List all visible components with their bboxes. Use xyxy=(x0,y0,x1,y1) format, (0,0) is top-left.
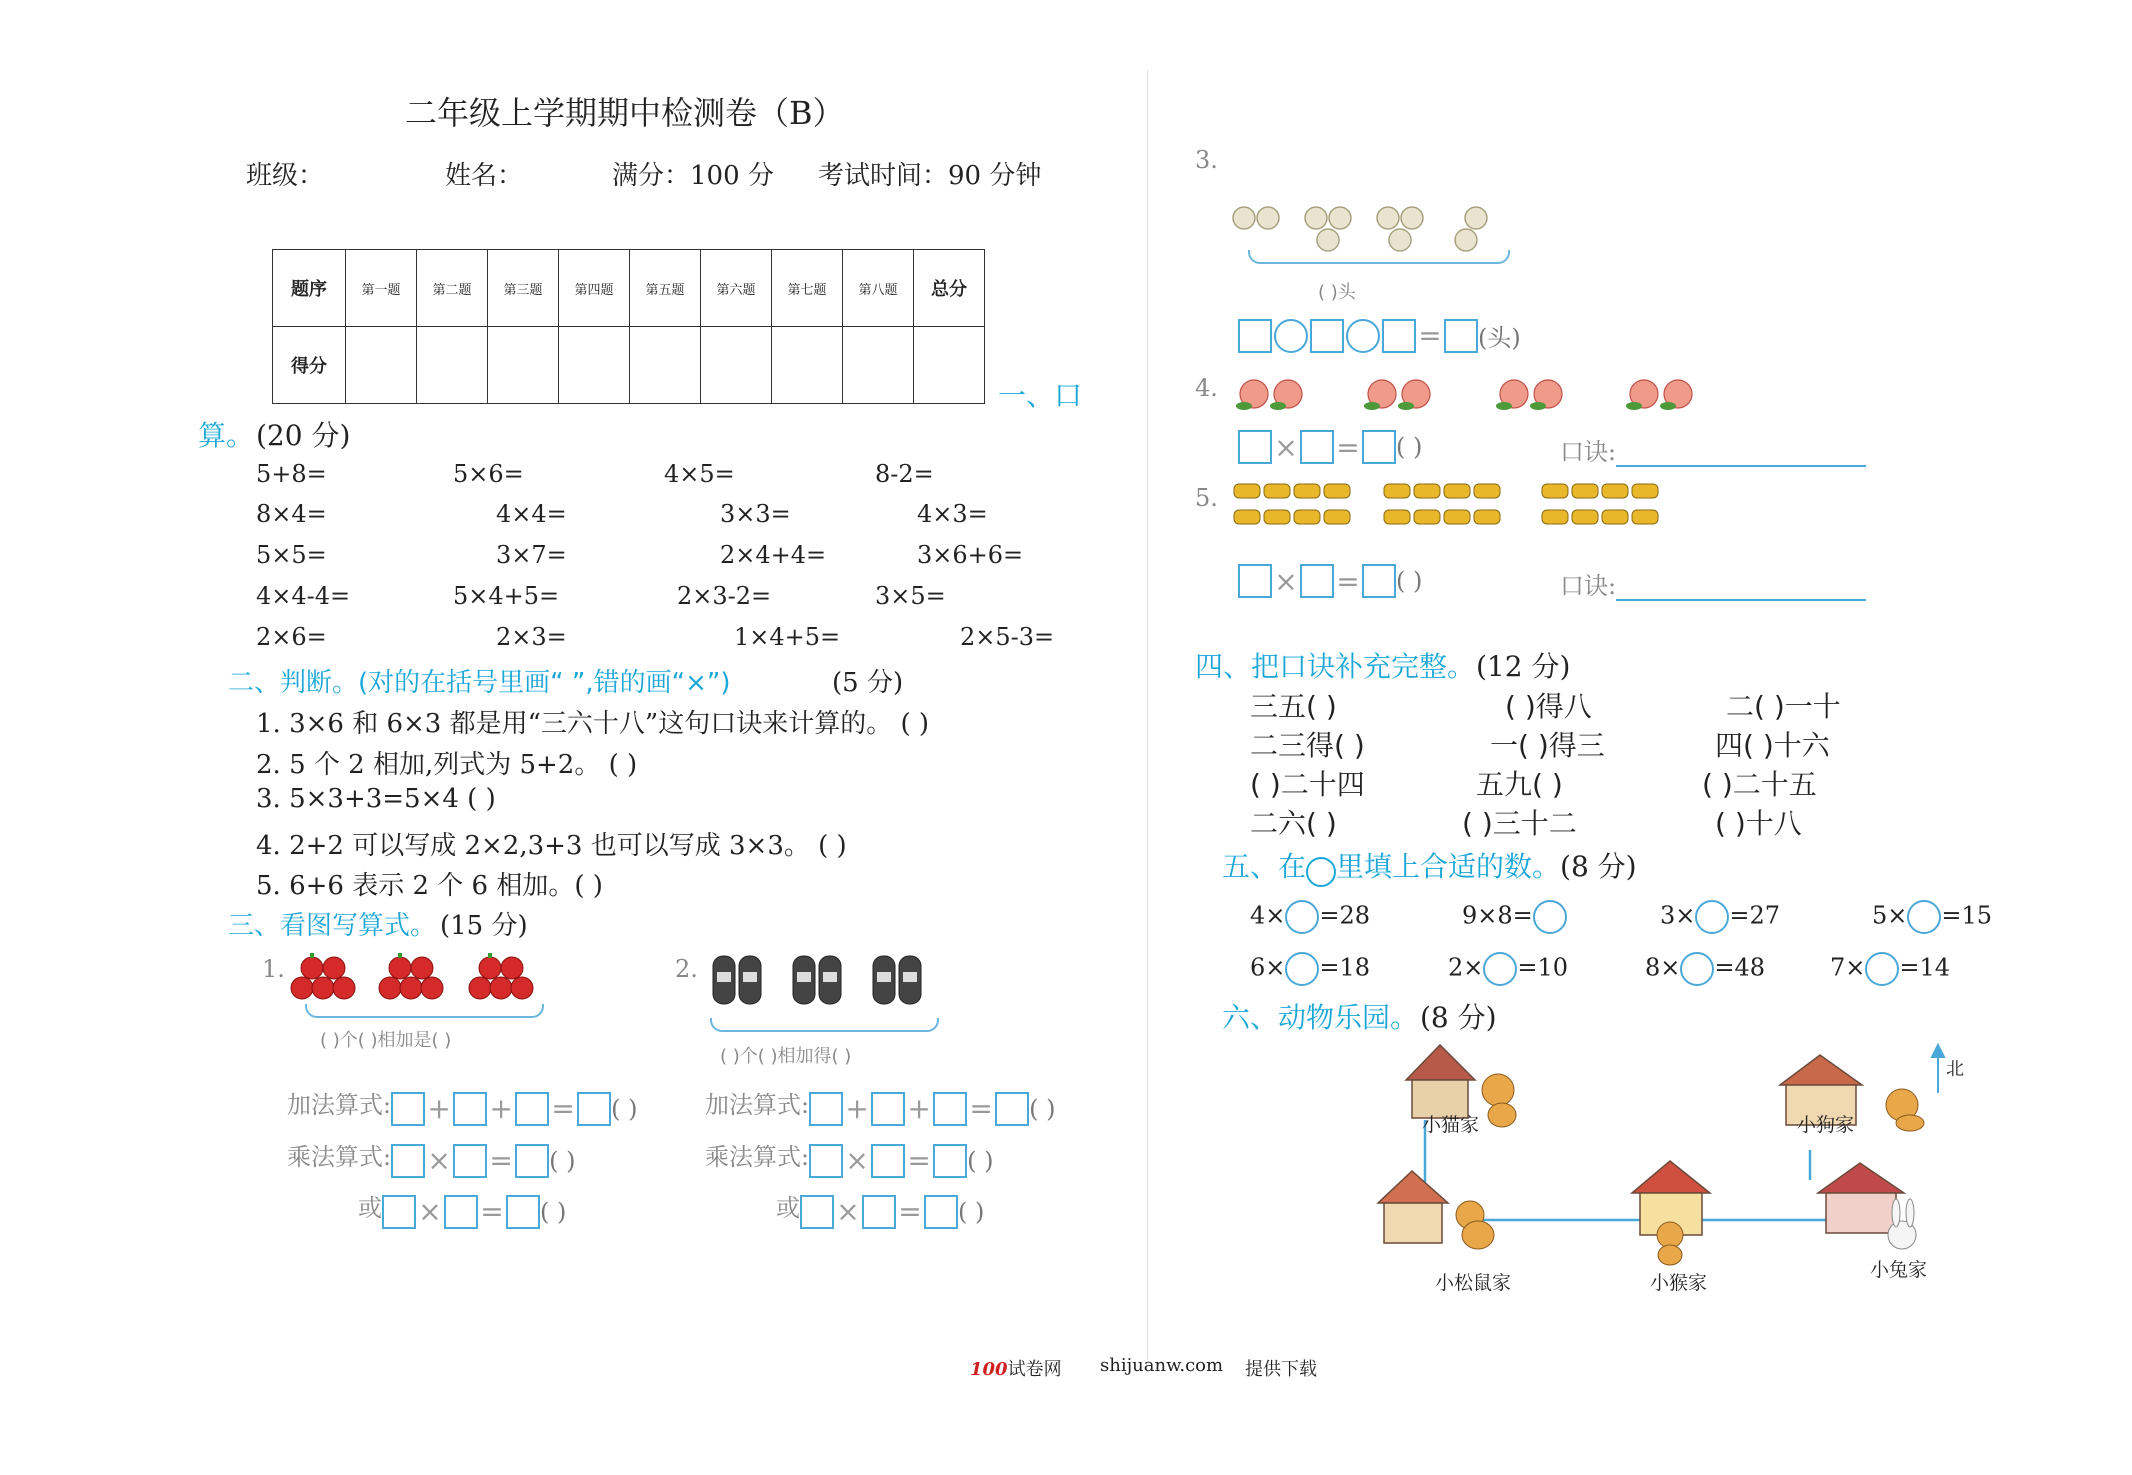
koujue-item: ( )二十四 xyxy=(1250,768,1365,801)
footer-note: 提供下载 xyxy=(1245,1359,1317,1380)
answer-box[interactable] xyxy=(453,1144,487,1178)
answer-box[interactable] xyxy=(1444,319,1478,353)
sec6-points: (8 分) xyxy=(1420,1001,1497,1034)
calc-item: 2×5-3= xyxy=(960,623,1055,651)
brand-number: 100 xyxy=(970,1359,1008,1380)
koujue-item: 四( )十六 xyxy=(1715,729,1830,762)
answer-circle[interactable] xyxy=(1533,900,1567,934)
sec4-heading: 四、把口诀补充完整。 xyxy=(1195,650,1476,683)
koujue-answer-line[interactable] xyxy=(1616,437,1866,467)
operator-circle[interactable] xyxy=(1346,319,1380,353)
sec1-heading-b: 算。 xyxy=(198,419,255,452)
col-6: 第六题 xyxy=(701,250,772,327)
answer-box[interactable] xyxy=(1382,319,1416,353)
unit-paren[interactable]: ( ) xyxy=(967,1146,994,1175)
score-cell[interactable] xyxy=(488,327,559,404)
answer-circle[interactable] xyxy=(1695,900,1729,934)
pic3-caption: ( )头 xyxy=(1318,282,1356,303)
judge-item-3: 3. 5×3+3=5×4 ( ) xyxy=(256,784,496,814)
answer-box[interactable] xyxy=(506,1195,540,1229)
calc-item: 5×6= xyxy=(453,460,524,488)
plus-sign: + xyxy=(845,1092,869,1125)
calc-item: 3×6+6= xyxy=(917,541,1024,569)
car-groups-image xyxy=(1232,478,1672,550)
or-label: 或 xyxy=(776,1194,800,1222)
koujue-item: 五九( ) xyxy=(1476,768,1563,801)
score-cell[interactable] xyxy=(417,327,488,404)
plus-sign: + xyxy=(427,1092,451,1125)
add-label: 加法算式: xyxy=(705,1091,810,1119)
pic3-brace xyxy=(1248,250,1510,264)
koujue-item: 二六( ) xyxy=(1250,807,1337,840)
calc-item: 5+8= xyxy=(256,460,327,488)
mul-label: 乘法算式: xyxy=(705,1143,810,1171)
koujue-item: 二( )一十 xyxy=(1726,690,1841,723)
times-sign: × xyxy=(1274,430,1298,464)
calc-item: 8×4= xyxy=(256,500,327,528)
unit-paren[interactable]: ( ) xyxy=(540,1197,567,1226)
answer-box[interactable] xyxy=(862,1195,896,1229)
answer-box[interactable] xyxy=(871,1092,905,1126)
equals-sign: = xyxy=(1336,430,1360,464)
col-1: 第一题 xyxy=(346,250,417,327)
answer-box[interactable] xyxy=(1238,319,1272,353)
mul-label: 乘法算式: xyxy=(287,1143,392,1171)
times-sign: × xyxy=(836,1195,860,1228)
fill-right: =15 xyxy=(1941,901,1993,930)
score-cell[interactable] xyxy=(559,327,630,404)
home-dog: 小狗家 xyxy=(1797,1114,1855,1136)
answer-box[interactable] xyxy=(871,1144,905,1178)
add-label: 加法算式: xyxy=(287,1091,392,1119)
unit-paren[interactable]: ( ) xyxy=(1396,567,1423,595)
equals-sign: = xyxy=(969,1092,993,1125)
score-cell[interactable] xyxy=(914,327,985,404)
answer-circle[interactable] xyxy=(1907,900,1941,934)
pic4-number: 4. xyxy=(1195,374,1218,402)
col-4: 第四题 xyxy=(559,250,630,327)
unit-paren[interactable]: ( ) xyxy=(1396,433,1423,461)
calc-item: 3×5= xyxy=(875,582,946,610)
sec2-points: (5 分) xyxy=(832,668,904,698)
answer-box[interactable] xyxy=(444,1195,478,1229)
times-sign: × xyxy=(418,1195,442,1228)
answer-box[interactable] xyxy=(391,1092,425,1126)
pic5-koujue xyxy=(1560,566,1866,601)
fill-item xyxy=(1250,900,1370,934)
answer-box[interactable] xyxy=(809,1092,843,1126)
koujue-label: 口诀: xyxy=(1560,438,1617,466)
answer-box[interactable] xyxy=(1362,430,1396,464)
pic2-mul-equation-alt xyxy=(776,1188,984,1229)
equals-sign: = xyxy=(489,1144,513,1177)
fill-right: =48 xyxy=(1714,953,1766,982)
koujue-item: ( )三十二 xyxy=(1462,807,1577,840)
answer-circle[interactable] xyxy=(1680,952,1714,986)
answer-box[interactable] xyxy=(453,1092,487,1126)
fill-item xyxy=(1660,900,1780,934)
fill-left: 6× xyxy=(1250,953,1286,982)
score-cell[interactable] xyxy=(772,327,843,404)
answer-box[interactable] xyxy=(1310,319,1344,353)
pic1-number: 1. xyxy=(262,955,285,983)
sec5-points: (8 分) xyxy=(1560,850,1637,883)
koujue-item: 一( )得三 xyxy=(1490,729,1605,762)
calc-item: 2×4+4= xyxy=(720,541,827,569)
judge-item-4: 4. 2+2 可以写成 2×2,3+3 也可以写成 3×3。 ( ) xyxy=(256,831,847,861)
fill-item xyxy=(1872,900,1992,934)
pic1-mul-equation xyxy=(287,1137,575,1178)
pic3-number: 3. xyxy=(1195,146,1218,174)
home-cat: 小猫家 xyxy=(1422,1114,1480,1136)
footer-site[interactable]: shijuanw.com xyxy=(1100,1355,1224,1376)
answer-box[interactable] xyxy=(924,1195,958,1229)
fill-left: 9×8= xyxy=(1462,901,1533,930)
answer-circle[interactable] xyxy=(1483,952,1517,986)
name-label: 姓名： xyxy=(445,161,524,191)
pic5-number: 5. xyxy=(1195,484,1218,512)
fill-item xyxy=(1830,952,1950,986)
equals-sign: = xyxy=(1336,564,1360,598)
footer-brand xyxy=(970,1355,1062,1381)
answer-box[interactable] xyxy=(382,1195,416,1229)
judge-item-5: 5. 6+6 表示 2 个 6 相加。( ) xyxy=(256,871,603,901)
koujue-item: 三五( ) xyxy=(1250,690,1337,723)
pic1-brace xyxy=(305,1004,544,1018)
calc-item: 2×6= xyxy=(256,623,327,651)
fill-right: =18 xyxy=(1319,953,1371,982)
answer-box[interactable] xyxy=(391,1144,425,1178)
fill-left: 3× xyxy=(1660,901,1696,930)
home-monkey: 小猴家 xyxy=(1650,1272,1708,1294)
fill-right: =14 xyxy=(1899,953,1951,982)
answer-box[interactable] xyxy=(995,1092,1029,1126)
times-sign: × xyxy=(1274,564,1298,598)
pic4-equation xyxy=(1238,430,1422,464)
row-label-order: 题序 xyxy=(273,250,346,327)
exam-time: 考试时间：90 分钟 xyxy=(818,161,1042,191)
score-cell[interactable] xyxy=(630,327,701,404)
col-5: 第五题 xyxy=(630,250,701,327)
answer-box[interactable] xyxy=(1300,430,1334,464)
sec5-heading xyxy=(1222,845,1637,887)
fill-right: =27 xyxy=(1729,901,1781,930)
fill-left: 4× xyxy=(1250,901,1286,930)
answer-box[interactable] xyxy=(515,1092,549,1126)
calc-item: 5×4+5= xyxy=(453,582,560,610)
sec2-heading: 二、判断。(对的在括号里画“ ”,错的画“×”) xyxy=(228,668,731,698)
koujue-label: 口诀: xyxy=(1560,572,1617,600)
answer-box[interactable] xyxy=(1362,564,1396,598)
answer-box[interactable] xyxy=(933,1092,967,1126)
sec1-points: (20 分) xyxy=(256,419,351,452)
fill-right: =10 xyxy=(1517,953,1569,982)
full-score: 满分：100 分 xyxy=(612,161,774,191)
answer-box[interactable] xyxy=(1238,430,1272,464)
score-cell[interactable] xyxy=(843,327,914,404)
answer-circle[interactable] xyxy=(1865,952,1899,986)
answer-box[interactable] xyxy=(933,1144,967,1178)
equals-sign: = xyxy=(480,1195,504,1228)
pic5-equation xyxy=(1238,564,1422,598)
unit-paren[interactable]: ( ) xyxy=(1029,1094,1056,1123)
col-3: 第三题 xyxy=(488,250,559,327)
score-cell[interactable] xyxy=(346,327,417,404)
fill-item xyxy=(1448,952,1568,986)
col-total: 总分 xyxy=(914,250,985,327)
sec1-heading-a: 一、口 xyxy=(998,379,1083,412)
col-8: 第八题 xyxy=(843,250,914,327)
answer-box[interactable] xyxy=(1300,564,1334,598)
koujue-item: ( )二十五 xyxy=(1702,768,1817,801)
brand-name: 试卷网 xyxy=(1007,1359,1062,1380)
unit-paren[interactable]: ( ) xyxy=(611,1094,638,1123)
calc-item: 4×4= xyxy=(496,500,567,528)
fill-left: 7× xyxy=(1830,953,1866,982)
fill-right: =28 xyxy=(1319,901,1371,930)
calc-item: 2×3-2= xyxy=(677,582,772,610)
score-cell[interactable] xyxy=(701,327,772,404)
pic3-equation xyxy=(1238,318,1521,353)
equals-sign: = xyxy=(907,1144,931,1177)
calc-item: 1×4+5= xyxy=(734,623,841,651)
col-2: 第二题 xyxy=(417,250,488,327)
calc-item: 4×4-4= xyxy=(256,582,351,610)
north-label: 北 xyxy=(1946,1059,1964,1080)
sec5-heading-a: 五、在 xyxy=(1222,850,1307,883)
sec3-heading: 三、看图写算式。 xyxy=(228,911,437,941)
calc-item: 3×7= xyxy=(496,541,567,569)
page-title: 二年级上学期期中检测卷（B） xyxy=(405,94,845,132)
calc-item: 2×3= xyxy=(496,623,567,651)
sec6-heading: 六、动物乐园。 xyxy=(1222,1001,1419,1034)
answer-circle[interactable] xyxy=(1285,900,1319,934)
home-squirrel: 小松鼠家 xyxy=(1435,1272,1512,1294)
plus-sign: + xyxy=(489,1092,513,1125)
fill-left: 5× xyxy=(1872,901,1908,930)
answer-box[interactable] xyxy=(577,1092,611,1126)
unit-paren[interactable]: ( ) xyxy=(958,1197,985,1226)
koujue-answer-line[interactable] xyxy=(1616,571,1866,601)
equals-sign: = xyxy=(898,1195,922,1228)
calc-item: 4×5= xyxy=(664,460,735,488)
pic1-caption: ( )个( )相加是( ) xyxy=(320,1030,452,1051)
pic2-brace xyxy=(710,1018,939,1032)
pic2-number: 2. xyxy=(675,955,698,983)
fill-item xyxy=(1645,952,1765,986)
times-sign: × xyxy=(427,1144,451,1177)
equals-sign: = xyxy=(551,1092,575,1125)
col-7: 第七题 xyxy=(772,250,843,327)
home-rabbit: 小兔家 xyxy=(1870,1259,1928,1281)
equals-sign: = xyxy=(1418,319,1442,352)
answer-circle[interactable] xyxy=(1285,952,1319,986)
sec3-points: (15 分) xyxy=(440,911,528,941)
peach-groups-image xyxy=(1232,368,1752,416)
unit-paren[interactable]: ( ) xyxy=(549,1146,576,1175)
koujue-item: ( )得八 xyxy=(1505,690,1592,723)
fill-left: 2× xyxy=(1448,953,1484,982)
calc-item: 3×3= xyxy=(720,500,791,528)
calc-item: 5×5= xyxy=(256,541,327,569)
pic2-mul-equation xyxy=(705,1137,993,1178)
calc-item: 4×3= xyxy=(917,500,988,528)
fill-item xyxy=(1250,952,1370,986)
answer-box[interactable] xyxy=(800,1195,834,1229)
score-table xyxy=(272,249,985,404)
row-label-score: 得分 xyxy=(273,327,346,404)
pic1-mul-equation-alt xyxy=(358,1188,566,1229)
fill-left: 8× xyxy=(1645,953,1681,982)
koujue-item: ( )十八 xyxy=(1715,807,1802,840)
pic2-add-equation xyxy=(705,1085,1055,1126)
column-divider xyxy=(1147,70,1148,1360)
sec4-points: (12 分) xyxy=(1476,650,1571,683)
fill-item xyxy=(1462,900,1567,934)
answer-box[interactable] xyxy=(515,1144,549,1178)
calc-item: 8-2= xyxy=(875,460,934,488)
sec5-heading-b: 里填上合适的数。 xyxy=(1336,850,1561,883)
or-label: 或 xyxy=(358,1194,382,1222)
pic4-koujue xyxy=(1560,432,1866,467)
judge-item-2: 2. 5 个 2 相加,列式为 5+2。 ( ) xyxy=(256,750,638,780)
answer-box[interactable] xyxy=(1238,564,1272,598)
koujue-item: 二三得( ) xyxy=(1250,729,1365,762)
unit-label: (头) xyxy=(1478,324,1521,352)
class-label: 班级： xyxy=(246,161,325,191)
pic1-add-equation xyxy=(287,1085,637,1126)
times-sign: × xyxy=(845,1144,869,1177)
plus-sign: + xyxy=(907,1092,931,1125)
circle-icon xyxy=(1306,857,1336,887)
answer-box[interactable] xyxy=(809,1144,843,1178)
operator-circle[interactable] xyxy=(1274,319,1308,353)
pic2-caption: ( )个( )相加得( ) xyxy=(720,1046,852,1067)
judge-item-1: 1. 3×6 和 6×3 都是用“三六十八”这句口诀来计算的。 ( ) xyxy=(256,709,930,739)
